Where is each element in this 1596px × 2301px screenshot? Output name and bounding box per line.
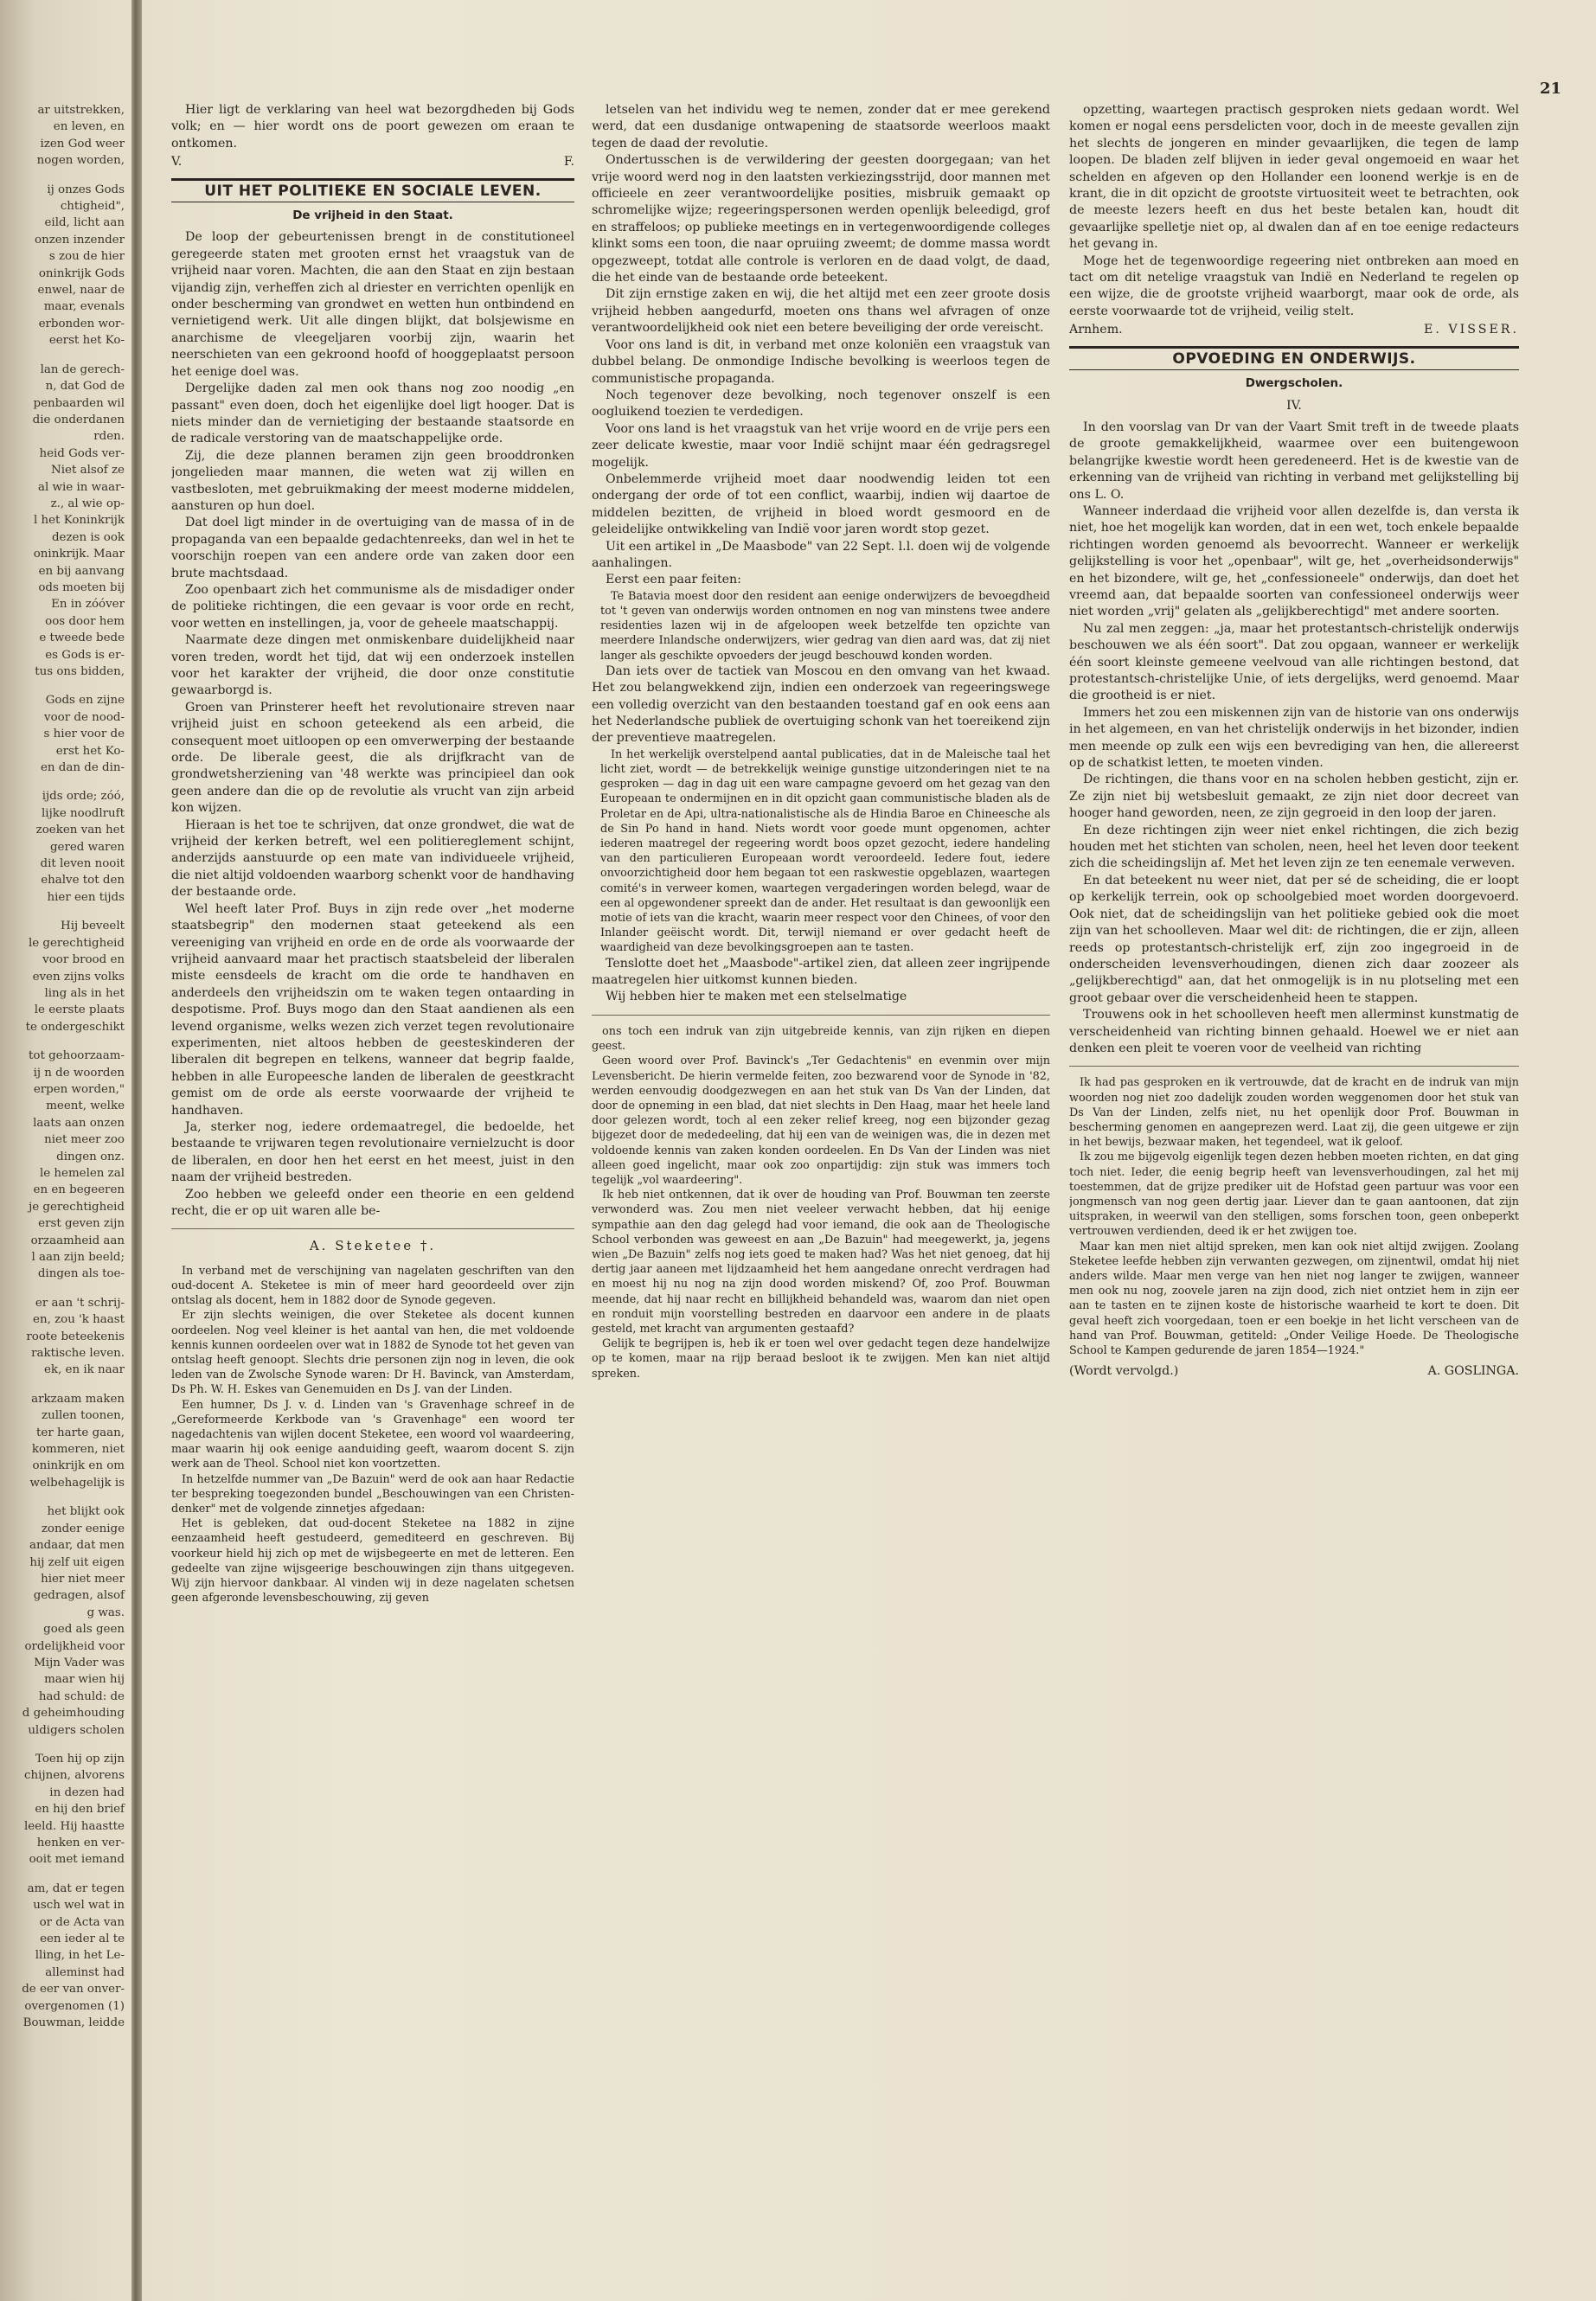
left-page-line: niet meer zoo bbox=[44, 1133, 125, 1147]
left-page-line: lijke noodlruft bbox=[42, 806, 125, 820]
paragraph: Gelijk te begrijpen is, heb ik er toen wel over gedacht tegen deze handelwijze op te komen, maar na rijp beraad besloot ik te zwijgen. Men kan niet altijd spreken. bbox=[592, 1337, 1050, 1381]
left-page-line: maar, evenals bbox=[43, 300, 125, 314]
paragraph: Ja, sterker nog, iedere ordemaatregel, die bedoelde, het bestaande te vrijwaren tegen revolutionaire vernielzucht is door de liberalen, en door hen het eerst en het meest, juist in den naam der vrijheid bestreden. bbox=[171, 1119, 574, 1185]
left-page-line: gedragen, alsof bbox=[33, 1589, 125, 1603]
to-be-continued: (Wordt vervolgd.) bbox=[1069, 1364, 1179, 1379]
left-page-line: ij onzes Gods bbox=[47, 183, 125, 196]
left-page-line: tot gehoorzaam- bbox=[29, 1049, 125, 1063]
paragraph: Uit een artikel in „De Maasbode" van 22 Sept. l.l. doen wij de volgende aanhalingen. bbox=[592, 539, 1050, 570]
left-page-line: ek, en ik naar bbox=[43, 1363, 125, 1377]
article-title-steketee: A. Steketee †. bbox=[309, 1238, 437, 1254]
paragraph: Zoo openbaart zich het communisme als de misdadiger onder de politieke richtingen, die een gevaar is voor orde en recht, voor wetten en instellingen, ja, voor de geheele maatschappij. bbox=[171, 582, 574, 631]
left-page-line: en hij den brief bbox=[35, 1803, 125, 1817]
left-page-line: ar uitstrekken, bbox=[37, 104, 125, 117]
paragraph: De richtingen, die thans voor en na scholen hebben gesticht, zijn er. Ze zijn niet bij wetsbesluit gemaakt, ze zijn niet door decreet van hooger hand geworden, neen, ze zijn gegroeid in den loop der jaren. bbox=[1069, 772, 1519, 821]
left-page-line: lan de gerech- bbox=[40, 362, 125, 376]
left-page-line: usch wel wat in bbox=[33, 1899, 125, 1913]
left-page-line: de eer van onver- bbox=[22, 1983, 125, 1997]
left-page-line: had schuld: de bbox=[38, 1689, 125, 1703]
left-page-line: tus ons bidden, bbox=[35, 665, 125, 678]
col3-sig-left: Arnhem. bbox=[1069, 323, 1123, 337]
left-page-line: zullen toonen, bbox=[42, 1409, 125, 1423]
left-page-line: alleminst had bbox=[45, 1965, 125, 1979]
article-dwarf-schools-body bbox=[1069, 420, 1519, 1057]
paragraph: Geen woord over Prof. Bavinck's „Ter Gedachtenis" en evenmin over mijn Levensbericht. De hierin vermelde feiten, zoo bezwarend voor de Synode in '82, werden eenvoudig doodgezwegen en aan het stuk van Ds Van der Linden, dat door de opneming in een blad, dat niet slechts in Den Haag, maar het heele land door gelezen wordt, toch al een zeker relief kreeg, nog een bijzonder gezag bijgezet door de mededeeling, dat hij een van de weinigen was, die in dezen met voldoende kennis van zaken konden oordeelen. En Ds Van der Linden was niet alleen goed ingelicht, maar ook zoo onpartijdig: zijn stuk was immers toch tegelijk „vol waardeering". bbox=[592, 1054, 1050, 1187]
left-page-line: henken en ver- bbox=[36, 1836, 125, 1849]
paragraph: ons toch een indruk van zijn uitgebreide kennis, van zijn rijken en diepen geest. bbox=[592, 1024, 1050, 1054]
left-page-line: er aan 't schrij- bbox=[35, 1296, 125, 1310]
paragraph: De loop der gebeurtenissen brengt in de constitutioneel geregeerde staten met grooten ernst het vraagstuk van de vrijheid naar voren. Machten, die aan den Staat en zijn bestaan vijandig zijn, verheffen zich al driester en verrichten openlijk en onder bescherming van grondwet en wetten hun ontbindend en vernietigend werk. Uit alle dingen blijkt, dat bolsjewisme en anarchisme de vleegeljaren voorbij zijn, waarin het neerschieten van een gekroond hoofd of hooggeplaatst persoon het eenige doel was. bbox=[171, 230, 574, 379]
paragraph: En deze richtingen zijn weer niet enkel richtingen, die zich bezig houden met het stichten van scholen, neen, heel het leven door teekent zich die scheidingslijn af. Met het leven zijn ze ten eenemale verweven. bbox=[1069, 823, 1519, 871]
col1-signature bbox=[171, 154, 574, 170]
left-page-line: een ieder al te bbox=[40, 1932, 125, 1946]
left-page-strip bbox=[0, 102, 128, 2282]
paragraph: Dat doel ligt minder in de overtuiging van de massa of in de propaganda van een bepaalde gedachtenreeks, dan wel in het te voorschijn roepen van een andere orde van zaken door een brute machtsdaad. bbox=[171, 516, 574, 580]
left-page-line: penbaarden wil bbox=[33, 396, 125, 410]
article-steketee-body bbox=[171, 1264, 574, 1606]
paragraph: Er zijn slechts weinigen, die over Steketee als docent kunnen oordeelen. Nog veel kleiner is het aantal van hen, die met voldoende kennis kunnen oordeelen over wat in 1882 de Synode tot het geven van ontslag heeft genoopt. Slechts drie personen zijn nog in leven, die ook leden van de Zwolsche Synode waren: Dr H. Bavinck, van Amsterdam, Ds Ph. W. H. Eskes van Genemuiden en Ds J. van der Linden. bbox=[171, 1309, 574, 1397]
left-page-line: en bij aanvang bbox=[38, 564, 125, 578]
left-page-line: le hemelen zal bbox=[39, 1166, 125, 1180]
left-page-line bbox=[0, 1035, 128, 1048]
left-page-line: kommeren, niet bbox=[31, 1443, 125, 1457]
paragraph: Ik zou me bijgevolg eigenlijk tegen dezen hebben moeten richten, en dat ging toch niet. Ieder, die eenig begrip heeft van levensverhoudingen, zal het mij toestemmen, dat de grijze prediker uit de Hofstad geen partuur was voor een jongmensch van nog geen dertig jaar. Liever dan te gaan aantoonen, dat zijn uitspraken, in weerwil van den stelligen, soms forschen toon, geen onbeperkt vertrouwen verdienden, deed ik er het zwijgen toe. bbox=[1069, 1150, 1519, 1239]
paragraph: In verband met de verschijning van nagelaten geschriften van den oud-docent A. Steketee is min of meer hard geoordeeld over zijn ontslag als docent, hem in 1882 door de Synode gegeven. bbox=[171, 1264, 574, 1308]
left-page-line: ter harte gaan, bbox=[36, 1426, 125, 1439]
paragraph: Dan iets over de tactiek van Moscou en den omvang van het kwaad. Het zou belangwekkend zijn, indien een onderzoek van regeeringswege een volledig overzicht van den bestaanden toestand gaf en ook eens aan het Nederlandsche publiek de overtuiging schonk van het toereikend zijn der preventieve maatregelen. bbox=[592, 663, 1050, 746]
left-page-line: lling, in het Le- bbox=[35, 1949, 125, 1963]
article-freedom-moscow bbox=[592, 663, 1050, 747]
article-subhead-dwarf-schools: Dwergscholen. bbox=[1245, 376, 1343, 391]
paragraph: Nu zal men zeggen: „ja, maar het protestantsch-christelijk onderwijs beschouwen we als één soort". Dat zou opgaan, wanneer er werkelijk één soort kleinste gemeene veelvoud van alle richtingen bestond, dat protestantsch-christelijke Unie, of iets dergelijks, werd genoemd. Maar die grootheid is er niet. bbox=[1069, 621, 1519, 703]
left-page-line: hij zelf uit eigen bbox=[29, 1555, 125, 1569]
left-page-line: Gods en zijne bbox=[45, 694, 125, 708]
left-page-line bbox=[0, 170, 128, 182]
left-page-line: even zijns volks bbox=[32, 970, 125, 984]
left-page-line: izen God weer bbox=[40, 137, 125, 151]
left-page-line: al wie in waar- bbox=[38, 480, 125, 494]
left-page-line: roote beteekenis bbox=[26, 1330, 125, 1343]
column-2 bbox=[592, 102, 1050, 2273]
left-page-line: maar wien hij bbox=[44, 1673, 125, 1687]
col3-signature bbox=[1069, 322, 1519, 338]
left-page-line: nogen worden, bbox=[36, 154, 125, 168]
left-page-line: enwel, naar de bbox=[37, 284, 125, 298]
left-page-line: Toen hij op zijn bbox=[35, 1752, 125, 1766]
left-page-line: ordelijkheid voor bbox=[24, 1639, 125, 1653]
left-page-line: l het Koninkrijk bbox=[33, 514, 125, 528]
page-number: 21 bbox=[1539, 80, 1561, 98]
left-page-line: laats aan onzen bbox=[33, 1116, 125, 1130]
left-page-line: Mijn Vader was bbox=[34, 1656, 125, 1670]
left-page-line: overgenomen (1) bbox=[24, 1999, 125, 2013]
left-page-line: en leven, en bbox=[53, 120, 125, 134]
left-page-line bbox=[0, 1868, 128, 1881]
left-page-line: die onderdanen bbox=[32, 413, 125, 426]
left-page-line: le gerechtigheid bbox=[28, 936, 125, 950]
paragraph: Groen van Prinsterer heeft het revolutionaire streven naar vrijheid juist en schoon geteekend als een arbeid, die consequent moet uitloopen op een omverwerping der bestaande orde. De liberale geest, die als drijfkracht van de grondwetsherziening van '48 werkte was principieel dan ook geen andere dan die op de revolutie als vrucht van zijn arbeid kon wijzen. bbox=[171, 700, 574, 816]
left-page-line: oninkrijk. Maar bbox=[33, 548, 125, 561]
left-page-line: erst het Ko- bbox=[55, 744, 125, 758]
author-goslinga: A. GOSLINGA. bbox=[1427, 1364, 1519, 1379]
left-page-line bbox=[0, 1283, 128, 1295]
left-page-line: uldigers scholen bbox=[28, 1723, 125, 1737]
paragraph: Dit zijn ernstige zaken en wij, die het altijd met een zeer groote dosis vrijheid hebben aangedurfd, moeten ons thans wel afvragen of onze verantwoordelijkheid ook niet een betere beveiliging der orde vereischt. bbox=[592, 287, 1050, 336]
left-page-line: in dezen had bbox=[49, 1785, 125, 1799]
left-page-line: chijnen, alvorens bbox=[24, 1769, 125, 1783]
paragraph: Zij, die deze plannen beramen zijn geen brooddronken jongelieden maar mannen, die weten wat zij willen en vastbesloten, met gebruikmaking der meest moderne middelen, aansturen op hun doel. bbox=[171, 448, 574, 513]
col1-intro: Hier ligt de verklaring van heel wat bezorgdheden bij Gods volk; en — hier wordt ons de poort gewezen om eraan te ontkomen. bbox=[171, 103, 574, 151]
article-part-number: IV. bbox=[1286, 398, 1302, 413]
left-page-line: ling als in het bbox=[44, 986, 125, 1000]
paragraph: Ik had pas gesproken en ik vertrouwde, dat de kracht en de indruk van mijn woorden nog niet zoo dadelijk zouden worden weggenomen door het stuk van Ds Van der Linden, zelfs niet, nu het openlijk door Prof. Bouwman in bescherming genomen en aangeprezen werd. Laat zij, die geen uitgewe er zijn in het bewijs, bezwaar maken, het tegendeel, wat ik geloof. bbox=[1069, 1076, 1519, 1150]
paragraph: Voor ons land is dit, in verband met onze koloniën een vraagstuk van dubbel belang. De onmondige Indische bevolking is weerloos tegen de communistische propaganda. bbox=[592, 337, 1050, 386]
paragraph: Hieraan is het toe te schrijven, dat onze grondwet, die wat de vrijheid der kerken betreft, wel een politiereglement schijnt, anderzijds aanstuurde op een mate van individueele vrijheid, die niet altijd voldoenden waarborg schenkt voor de handhaving der bestaande orde. bbox=[171, 817, 574, 900]
left-page-line: dingen als toe- bbox=[37, 1267, 125, 1281]
left-page-line: hier een tijds bbox=[47, 890, 125, 904]
left-page-line: zonder eenige bbox=[41, 1522, 125, 1535]
left-page-line: En in zóóver bbox=[51, 598, 125, 612]
left-page-line: te ondergeschikt bbox=[25, 1020, 125, 1034]
left-page-line: Niet alsof ze bbox=[51, 464, 125, 478]
divider bbox=[592, 1015, 1050, 1016]
left-page-line: zoeken van het bbox=[35, 824, 125, 837]
paragraph: In hetzelfde nummer van „De Bazuin" werd de ook aan haar Redactie ter bespreking toegezonden bundel „Beschouwingen van een Christen-denker" met de volgende zinnetjes afgedaan: bbox=[171, 1472, 574, 1516]
left-page-line: erst geven zijn bbox=[38, 1217, 125, 1231]
column-1 bbox=[171, 102, 574, 2273]
paragraph: Een humner, Ds J. v. d. Linden van 's Gravenhage schreef in de „Gereformeerde Kerkbode van 's Gravenhage" een woord ter nagedachtenis van wijlen docent Steketee, een woord vol waardeering, maar waarin hij ook eenige aanduiding geeft, waarom docent S. zijn werk aan de Theol. School niet kon voortzetten. bbox=[171, 1398, 574, 1471]
divider bbox=[1069, 1066, 1519, 1067]
paragraph: opzetting, waartegen practisch gesproken niets gedaan wordt. Wel komen er nogal eens persdelicten voor, doch in de meeste gevallen zijn het slechts de jongeren en minder gevaarlijken, die tegen de lamp loopen. De bladen zelf blijven in ieder geval ongemoeid en waar het schelden en afgeven op den Hollander een loonend werkje is en de krant, die in dit opzicht de grootste virtuositeit weet te betrachten, ook de meeste lezers heeft en dus het beste betalen kan, houdt dit gevaarlijke spelletje niet op, al dwalen dan af en toe eenige redacteurs het gevang in. bbox=[1069, 103, 1519, 252]
left-page-line bbox=[0, 1379, 128, 1391]
left-page-line bbox=[0, 906, 128, 918]
left-page-line: welbehagelijk is bbox=[29, 1476, 125, 1490]
paragraph: Ik heb niet ontkennen, dat ik over de houding van Prof. Bouwman ten zeerste verwonderd was. Zou men niet veeleer verwacht hebben, dat hij eenige sympathie aan den dag gelegd had voor iemand, die ook aan de Theologische School verbonden was geweest en aan „De Bazuin" had meegewerkt, ja, jegens wien „De Bazuin" zelfs nog iets goed te maken had? Was het niet genoeg, dat hij dertig jaar aaneen met lijdzaamheid het hem aangedane onrecht verdragen had en moest hij nu nog na zijn dood worden miskend? Of, zoo Prof. Bouwman meende, dat hij naar recht en billijkheid behandeld was, waarom dan niet open en ronduit mijn voorstelling bestreden en daarvoor een andere in de plaats gesteld, met kracht van argumenten gestaafd? bbox=[592, 1189, 1050, 1336]
left-page-line: onzen inzender bbox=[35, 233, 125, 247]
left-page-line: leeld. Hij haastte bbox=[23, 1819, 125, 1833]
left-page-line: es Gods is er- bbox=[45, 648, 125, 662]
left-page-line: hier niet meer bbox=[41, 1572, 125, 1586]
paragraph: Trouwens ook in het schoolleven heeft men allerminst kunstmatig de verscheidenheid van richting binnen gehaald. Hoewel we er niet aan denken een pleit te voeren voor de veelheid van richting bbox=[1069, 1008, 1519, 1055]
left-page-line bbox=[0, 680, 128, 692]
left-page-line: ods moeten bij bbox=[38, 580, 125, 594]
left-page-line: eild, licht aan bbox=[44, 216, 125, 230]
paragraph: Tenslotte doet het „Maasbode"-artikel zien, dat alleen zeer ingrijpende maatregelen hier uitkomst kunnen bieden. bbox=[592, 956, 1050, 988]
left-page-line: erpen worden," bbox=[33, 1082, 125, 1096]
left-page-line: z., al wie op- bbox=[50, 497, 125, 510]
left-page-line: le eerste plaats bbox=[34, 1003, 125, 1017]
col1-sig-right: F. bbox=[563, 155, 574, 170]
left-page-line: ijds orde; zóó, bbox=[42, 790, 125, 804]
paragraph: Ondertusschen is de verwildering der geesten doorgegaan; van het vrije woord werd nog in den laatsten verkiezingsstrijd, door mannen met officieele en zeer verantwoordelijke posities, misbruik gemaakt op schromelijke wijze; regeeringspersonen werden openlijk beleedigd, grof en straffeloos; op publieke meetings en in vertegenwoordigende colleges klinkt soms een toon, die naar opruiing zweemt; de domme massa wordt opgezweept, totdat alle controle is verloren en de daad volgt, de daad, die het einde van de bestaande orde beteekent. bbox=[592, 153, 1050, 285]
left-page-line: am, dat er tegen bbox=[27, 1881, 125, 1895]
paragraph: Onbelemmerde vrijheid moet daar noodwendig leiden tot een ondergang der orde of tot een conflict, waarbij, indien wij daartoe de middelen bezitten, de vrijheid in bloed wordt gesmoord en de geleidelijke ontwikkeling van Indië voor jaren wordt stop gezet. bbox=[592, 471, 1050, 537]
left-page-line: chtigheid", bbox=[60, 200, 125, 214]
left-page-line: d geheimhouding bbox=[22, 1707, 125, 1721]
col3-sig-right: E. VISSER. bbox=[1424, 323, 1519, 337]
left-page-line: en en begeeren bbox=[33, 1183, 125, 1197]
paragraph: En dat beteekent nu weer niet, dat per sé de scheiding, die er loopt op kerkelijk terrein, ook op schoolgebied moet worden doorgevoerd. Ook niet, dat de scheidingslijn van het politieke gebied ook die moet zijn van het schoolleven. Maar wel dit: de richtingen, die er zijn, alleen reeds op protestantsch-christelijk erf, zijn zoo ingegroeid in de onderscheiden levensverhoudingen, dienen zich daar zoozeer als „gelijkberechtigd" aan, dat het onmogelijk is in nu plotseling met een groot gebaar over die verscheidenheid heen te stappen. bbox=[1069, 873, 1519, 1005]
left-page-line: het blijkt ook bbox=[47, 1505, 125, 1519]
paragraph: Wanneer inderdaad die vrijheid voor allen dezelfde is, dan versta ik niet, hoe het mogelijk kan worden, dat in een wet, toch enkele bepaalde richtingen worden genoemd als bevoorrecht. Wanneer er werkelijk gelijkstelling is voor het „openbaar", wilt ge, het „overheidsonderwijs" en het bizondere, wilt ge, het „confessioneele" onderwijs, dan doet het vreemd aan, dat bepaalde soorten van confessioneel onderwijs weer niet worden „vrij" gelaten als „gelijkberechtigd" met andere soorten. bbox=[1069, 503, 1519, 619]
left-page-line: dingen onz. bbox=[56, 1150, 125, 1163]
article-steketee-continued bbox=[592, 1024, 1050, 1381]
col3-end-signature bbox=[1069, 1363, 1519, 1380]
column-3 bbox=[1069, 102, 1519, 2273]
left-page-line: ooit met iemand bbox=[29, 1853, 125, 1867]
paragraph: Zoo hebben we geleefd onder een theorie en een geldend recht, die er op uit waren alle be- bbox=[171, 1187, 574, 1218]
left-page-line: e tweede bede bbox=[39, 631, 125, 645]
left-page-line: oos door hem bbox=[45, 614, 125, 628]
paragraph: Eerst een paar feiten: bbox=[606, 573, 741, 587]
left-page-line: dezen is ook bbox=[51, 530, 125, 544]
left-page-line: l aan zijn beeld; bbox=[31, 1251, 125, 1264]
left-page-line: je gerechtigheid bbox=[29, 1200, 125, 1214]
left-page-line: voor de nood- bbox=[44, 710, 125, 724]
left-page-line: ehalve tot den bbox=[41, 874, 125, 888]
left-page-line: oninkrijk en om bbox=[32, 1459, 125, 1473]
left-page-line: or de Acta van bbox=[39, 1915, 125, 1929]
quote-malay-press: In het werkelijk overstelpend aantal publicaties, dat in de Maleische taal het licht ziet, wordt — de betrekkelijk weinige gunstige uitzonderingen niet te na gesproken — dag in dag uit een ware campagne gevoerd om het gezag van den Europeaan te ondermijnen en in dit opzicht gaan communistische bladen als de Proletar en de Api, ultra-nationalistische als de Hindia Baroe en Chineesche als de Sin Po hand in hand. Niets wordt voor goede munt opgenomen, achter iederen maatregel der regeering wordt boos opzet gezocht, iedere handeling van den particulieren Europeaan wordt veroordeeld. Iedere fout, iedere onvoorzichtigheid door hem begaan tot een raskwestie opgeblazen, waartegen comité's in verweer komen, waartegen vergaderingen worden belegd, waar de een al opgewondener spreekt dan de ander. Het resultaat is dan gewoonlijk een motie of iets van die kracht, waarin meer respect voor den Chinees, of voor den Inlander geëischt wordt. Dit, terwijl niemand er over gedacht heeft de waardigheid van deze bevolkingsgroepen aan te tasten. bbox=[600, 747, 1050, 955]
left-page-line: eerst het Ko- bbox=[48, 334, 125, 348]
article-subhead-freedom: De vrijheid in den Staat. bbox=[292, 208, 453, 223]
left-page-line: ij n de woorden bbox=[33, 1066, 125, 1080]
left-page-line: arkzaam maken bbox=[31, 1392, 125, 1406]
left-page-line: Bouwman, leidde bbox=[22, 2016, 125, 2030]
left-page-line: heid Gods ver- bbox=[39, 446, 125, 460]
left-page-line: s zou de hier bbox=[48, 250, 125, 264]
left-page-line bbox=[0, 349, 128, 362]
article-freedom-conclusion bbox=[592, 956, 1050, 1006]
article-freedom-body bbox=[171, 229, 574, 1220]
divider bbox=[171, 1228, 574, 1229]
left-page-line: rden. bbox=[93, 430, 125, 444]
left-page-line: voor brood en bbox=[42, 953, 125, 967]
page-spine bbox=[131, 0, 142, 2301]
left-page-line bbox=[0, 1491, 128, 1503]
left-page-line: en dan de din- bbox=[41, 761, 125, 775]
left-page-line: orzaamheid aan bbox=[30, 1234, 125, 1247]
left-page-line: raktische leven. bbox=[31, 1347, 125, 1361]
quote-batavia: Te Batavia moest door den resident aan eenige onderwijzers de bevoegdheid tot 't geven van onderwijs worden ontnomen en nog van minstens twee andere residenties lazen wij in de afgeloopen week betzelfde ten opzichte van meerdere Inlandsche onderwijzers, wier gedrag van dien aard was, dat zij niet langer als geschikte opvoeders der jeugd beschouwd konden worden. bbox=[600, 589, 1050, 663]
paragraph: Wij hebben hier te maken met een stelselmatige bbox=[606, 990, 907, 1004]
left-page-line: Hij beveelt bbox=[61, 920, 125, 933]
left-page-line: andaar, dat men bbox=[29, 1539, 125, 1553]
left-page-line: en, zou 'k haast bbox=[33, 1313, 125, 1327]
paragraph: Moge het de tegenwoordige regeering niet ontbreken aan moed en tact om dit netelige vraagstuk van Indië en Nederland te regelen op een wijze, die de grootste vrijheid waarborgt, maar ook de orde, als eerste voorwaarde tot de vrijheid, veilig stelt. bbox=[1069, 253, 1519, 318]
col1-sig-left: V. bbox=[171, 155, 183, 170]
left-page-line: erbonden wor- bbox=[38, 317, 125, 330]
paragraph: Dergelijke daden zal men ook thans nog zoo noodig „en passant" even doen, doch het eigenlijke doel ligt hooger. Dat is niets minder dan de vernietiging der bestaande staatsorde en de radicale verstoring van de maatschappelijke orde. bbox=[171, 381, 574, 446]
paragraph: Het is gebleken, dat oud-docent Steketee na 1882 in zijne eenzaamheid heeft gestudeerd, gemediteerd en geschreven. Bij voorkeur hield hij zich op met de wijsbegeerte en met de letteren. Een gedeelte van zijne wijsgeerige beschouwingen zijn thans uitgegeven. Wij zijn hiervoor dankbaar. Al vinden wij in deze nagelaten schetsen geen afgeronde levensbeschouwing, zij geven bbox=[171, 1517, 574, 1606]
paragraph: Wel heeft later Prof. Buys in zijn rede over „het moderne staatsbegrip" den modernen staat geteekend als een vereeniging van vrijheid en orde en de orde als voorwaarde der vrijheid aanvaard maar het practisch staatsbeleid der liberalen miste eensdeels de kracht om die orde te handhaven en anderdeels den vrijheidszin om te waken tegen ontaarding in despotisme. Prof. Buys mogo dan den Staat aandienen als een levend organisme, welks wezen zich verzet tegen revolutionaire experimenten, niet altoos hebben de geesteskinderen der liberalen dit begrepen en telkens, wanneer dat begrip faalde, hebben in alle Europeesche landen de liberalen de geestkracht gemist om de orde als eerste voorwaarde der vrijheid te handhaven. bbox=[171, 901, 574, 1118]
left-page-line: dit leven nooit bbox=[40, 857, 125, 871]
left-page-line bbox=[0, 776, 128, 788]
left-page-line: g was. bbox=[87, 1606, 125, 1619]
section-header-education: OPVOEDING EN ONDERWIJS. bbox=[1069, 346, 1519, 370]
paragraph: In den voorslag van Dr van der Vaart Smit treft in de tweede plaats de groote gemakkelijkheid, waarmee over een buitengewoon belangrijke kwestie wordt heen geredeneerd. Het is de kwestie van de erkenning van de vrijheid van richting in verband met gelijkstelling bij ons L. O. bbox=[1069, 420, 1519, 502]
paragraph: Immers het zou een miskennen zijn van de historie van ons onderwijs in het algemeen, en van het christelijk onderwijs in het bizonder, indien men meende op zulk een wijs een bevrediging van hen, die allereerst op de schatkist letten, te moeten vinden. bbox=[1069, 705, 1519, 771]
paragraph: Noch tegenover deze bevolking, noch tegenover onszelf is een oogluikend toezien te verdedigen. bbox=[592, 388, 1050, 420]
left-page-line: n, dat God de bbox=[45, 380, 125, 394]
section-header-politics: UIT HET POLITIEKE EN SOCIALE LEVEN. bbox=[171, 178, 574, 202]
left-page-line: oninkrijk Gods bbox=[38, 266, 125, 280]
paragraph: letselen van het individu weg te nemen, zonder dat er mee gerekend werd, dat een dusdanige ontwapening de staatsorde weerloos maakt tegen de daad der revolutie. bbox=[592, 103, 1050, 151]
left-page-line: meent, welke bbox=[46, 1099, 125, 1113]
left-page-line: gered waren bbox=[49, 840, 125, 854]
article-steketee-end bbox=[1069, 1075, 1519, 1358]
left-page-line: s hier voor de bbox=[43, 727, 125, 741]
left-page-line bbox=[0, 1739, 128, 1751]
paragraph: Maar kan men niet altijd spreken, men kan ook niet altijd zwijgen. Zoolang Steketee leefde hebben zijn verwanten gezwegen, om zijnentwil, omdat hij niet anders wilde. Maar men verge van hen niet nog langer te zwijgen, wanneer men ook nu nog, zoovele jaren na zijn dood, zich niet ontziet hem in zijn eer aan te tasten en te zijnen koste de historische waarheid te kort te doen. Dit geval heeft zich voorgedaan, toen er een boekje in het licht verscheen van de hand van Prof. Bouwman, getiteld: „Onder Veilige Hoede. De Theologische School te Kampen gedurende de jaren 1854—1924." bbox=[1069, 1240, 1519, 1357]
left-page-line: goed als geen bbox=[43, 1623, 125, 1637]
paragraph: Naarmate deze dingen met onmiskenbare duidelijkheid naar voren treden, wordt het tijd, dat wij een onderzoek instellen voor het karakter der vrijheid, die door onze constitutie gewaarborgd is. bbox=[171, 633, 574, 698]
article-freedom-continued bbox=[592, 102, 1050, 589]
paragraph: Voor ons land is het vraagstuk van het vrije woord en de vrije pers een zeer delicate kwestie, maar voor Indië schijnt maar één gedragsregel mogelijk. bbox=[592, 421, 1050, 470]
article-freedom-end bbox=[1069, 102, 1519, 320]
